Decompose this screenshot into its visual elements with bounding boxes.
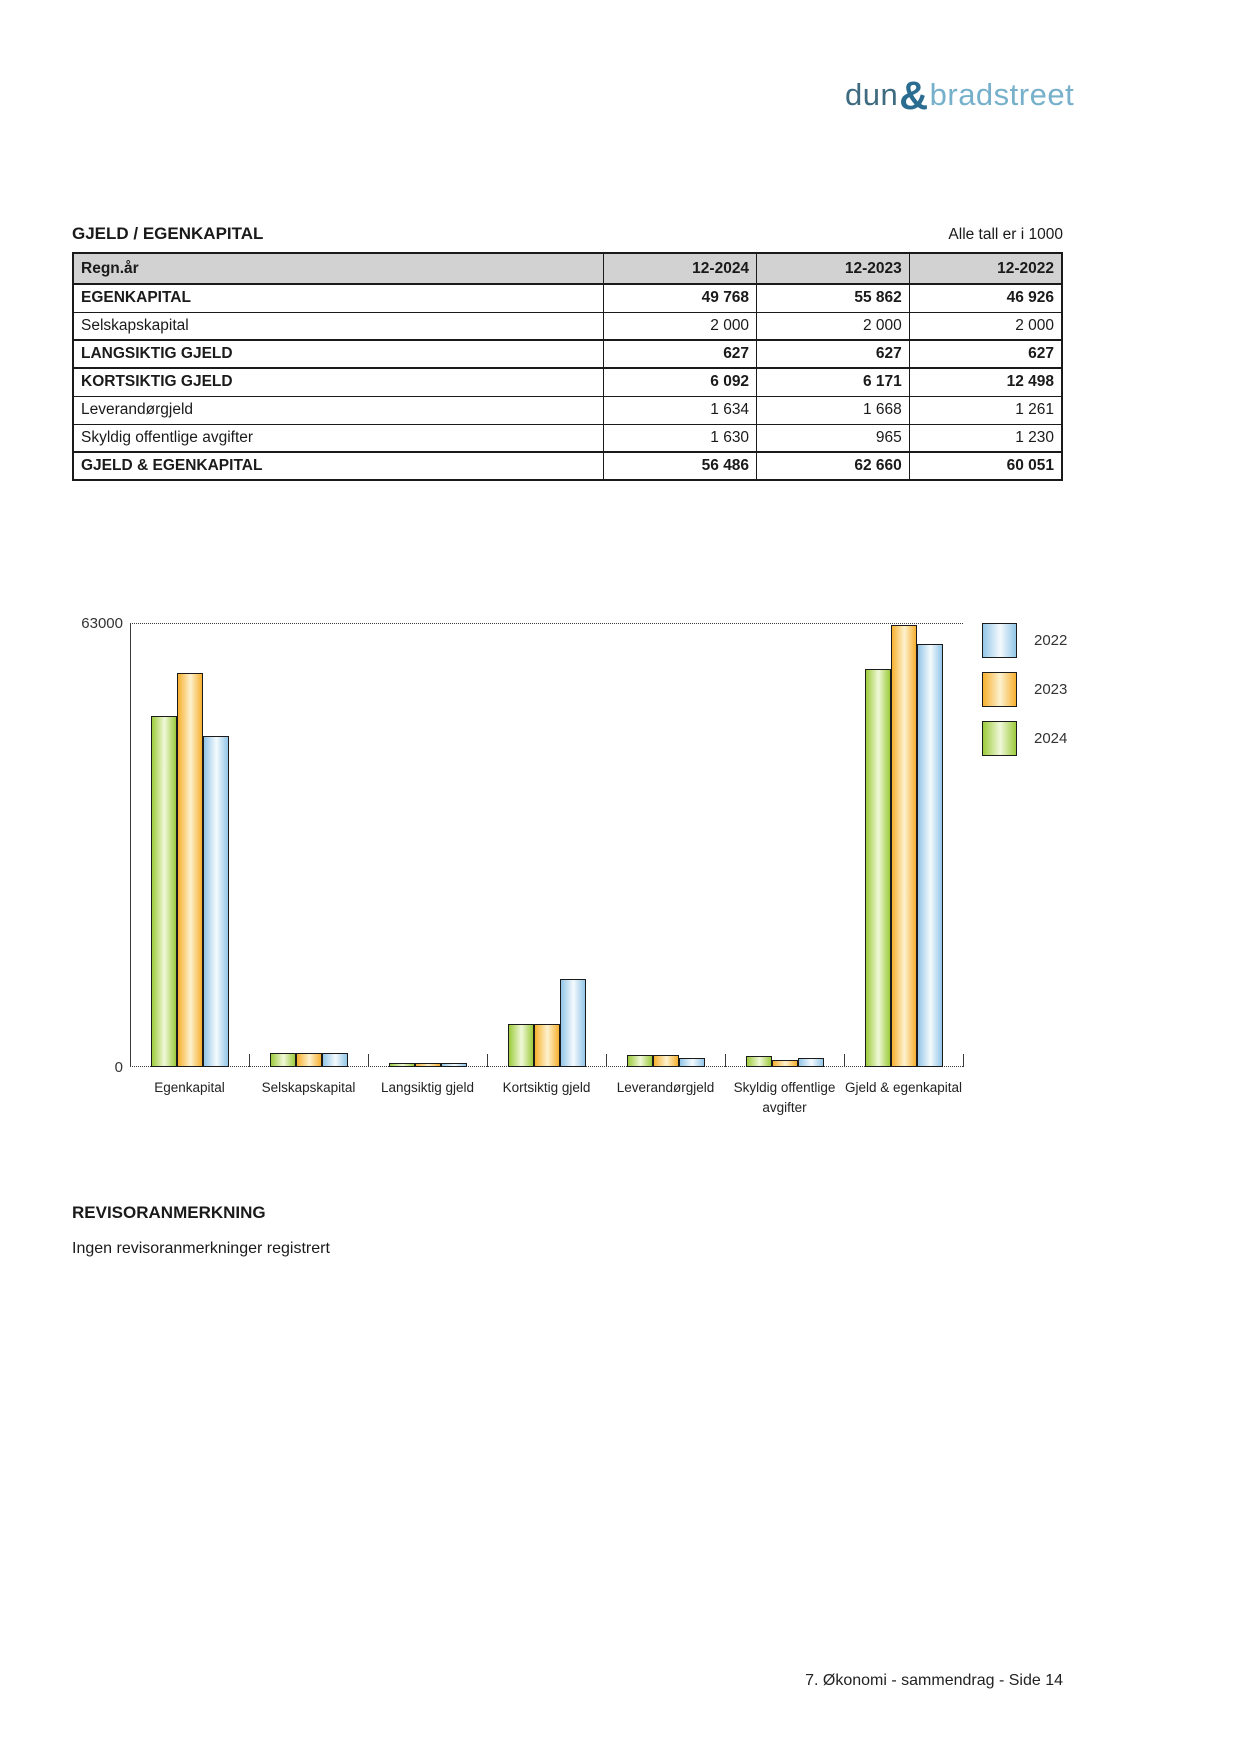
table-row (73, 452, 1062, 480)
legend-label: 2022 (1034, 632, 1068, 649)
column-header-12-2023: 12-2023 (757, 253, 910, 284)
row-label: Selskapskapital (73, 312, 604, 340)
table-row (73, 284, 1062, 312)
units-note: Alle tall er i 1000 (948, 226, 1063, 243)
logo-text-dun: dun (845, 77, 899, 112)
y-tick-label-max: 63000 (81, 615, 123, 632)
axis-tick (487, 1054, 488, 1067)
section-header (72, 224, 1063, 244)
category-label: Gjeld & egenkapital (844, 1080, 963, 1095)
value-12-2023: 1 668 (757, 396, 910, 424)
value-12-2022: 1 261 (909, 396, 1062, 424)
section-title: GJELD / EGENKAPITAL (72, 224, 264, 243)
value-12-2024: 6 092 (604, 368, 757, 396)
value-12-2023: 965 (757, 424, 910, 452)
bar-2023-6 (891, 625, 917, 1067)
bar-chart (0, 545, 1241, 1145)
revisor-section (72, 1203, 330, 1258)
value-12-2022: 12 498 (909, 368, 1062, 396)
row-label: LANGSIKTIG GJELD (73, 340, 604, 368)
bar-2022-4 (679, 1058, 705, 1067)
legend-item-2022 (982, 623, 1067, 658)
bar-2023-1 (296, 1053, 322, 1067)
axis-tick (725, 1054, 726, 1067)
logo-ampersand-icon: & (899, 74, 929, 118)
bar-2023-3 (534, 1024, 560, 1067)
value-12-2023: 2 000 (757, 312, 910, 340)
table-row (73, 424, 1062, 452)
value-12-2022: 1 230 (909, 424, 1062, 452)
value-12-2024: 1 630 (604, 424, 757, 452)
revisor-heading: REVISORANMERKNING (72, 1203, 266, 1222)
value-12-2023: 6 171 (757, 368, 910, 396)
value-12-2024: 56 486 (604, 452, 757, 480)
legend-swatch (982, 672, 1017, 707)
value-12-2022: 46 926 (909, 284, 1062, 312)
category-label: Leverandørgjeld (616, 1080, 715, 1095)
table-header-row (73, 253, 1062, 284)
bar-2023-0 (177, 673, 203, 1067)
row-label: Leverandørgjeld (73, 396, 604, 424)
axis-tick (606, 1054, 607, 1067)
table-row (73, 312, 1062, 340)
bar-2022-0 (203, 736, 229, 1067)
row-label: GJELD & EGENKAPITAL (73, 452, 604, 480)
legend-label: 2024 (1034, 730, 1068, 747)
column-header-regnar: Regn.år (73, 253, 604, 284)
legend (982, 623, 1067, 756)
table-row (73, 340, 1062, 368)
value-12-2022: 60 051 (909, 452, 1062, 480)
bar-2023-5 (772, 1060, 798, 1067)
bar-2022-1 (322, 1053, 348, 1067)
bar-2024-3 (508, 1024, 534, 1067)
legend-swatch (982, 623, 1017, 658)
dun-bradstreet-logo (845, 74, 1075, 119)
bar-2022-3 (560, 979, 586, 1067)
table-row (73, 396, 1062, 424)
bar-2023-2 (415, 1063, 441, 1067)
value-12-2023: 62 660 (757, 452, 910, 480)
bar-2024-6 (865, 669, 891, 1067)
category-label: Langsiktig gjeld (380, 1080, 475, 1095)
value-12-2024: 2 000 (604, 312, 757, 340)
bar-2024-0 (151, 716, 177, 1067)
value-12-2024: 627 (604, 340, 757, 368)
axis-tick (368, 1054, 369, 1067)
legend-item-2023 (982, 672, 1067, 707)
value-12-2024: 49 768 (604, 284, 757, 312)
bar-2024-1 (270, 1053, 296, 1067)
category-label: Skyldig offentlige avgifter (733, 1080, 836, 1116)
value-12-2023: 55 862 (757, 284, 910, 312)
financial-table (72, 252, 1063, 481)
column-header-12-2022: 12-2022 (909, 253, 1062, 284)
axis-tick (844, 1054, 845, 1067)
row-label: KORTSIKTIG GJELD (73, 368, 604, 396)
legend-item-2024 (982, 721, 1067, 756)
bar-2024-2 (389, 1063, 415, 1067)
category-label: Selskapskapital (261, 1080, 356, 1095)
revisor-text: Ingen revisoranmerkninger registrert (72, 1240, 330, 1257)
bar-2022-5 (798, 1058, 824, 1067)
page-footer: 7. Økonomi - sammendrag - Side 14 (805, 1672, 1063, 1689)
row-label: EGENKAPITAL (73, 284, 604, 312)
legend-label: 2023 (1034, 681, 1068, 698)
bar-2024-4 (627, 1055, 653, 1067)
row-label: Skyldig offentlige avgifter (73, 424, 604, 452)
axis-tick (249, 1054, 250, 1067)
table-row (73, 368, 1062, 396)
bar-2022-6 (917, 644, 943, 1067)
category-label: Egenkapital (154, 1080, 225, 1095)
legend-swatch (982, 721, 1017, 756)
y-tick-label-zero: 0 (114, 1059, 123, 1076)
bar-2022-2 (441, 1063, 467, 1067)
top-gridline (130, 623, 963, 624)
value-12-2022: 2 000 (909, 312, 1062, 340)
value-12-2023: 627 (757, 340, 910, 368)
bar-2024-5 (746, 1056, 772, 1067)
category-label: Kortsiktig gjeld (502, 1080, 591, 1095)
bar-2023-4 (653, 1055, 679, 1067)
logo-text-bradstreet: bradstreet (929, 77, 1075, 112)
value-12-2024: 1 634 (604, 396, 757, 424)
value-12-2022: 627 (909, 340, 1062, 368)
column-header-12-2024: 12-2024 (604, 253, 757, 284)
y-axis-line (130, 623, 131, 1067)
axis-tick (963, 1054, 964, 1067)
